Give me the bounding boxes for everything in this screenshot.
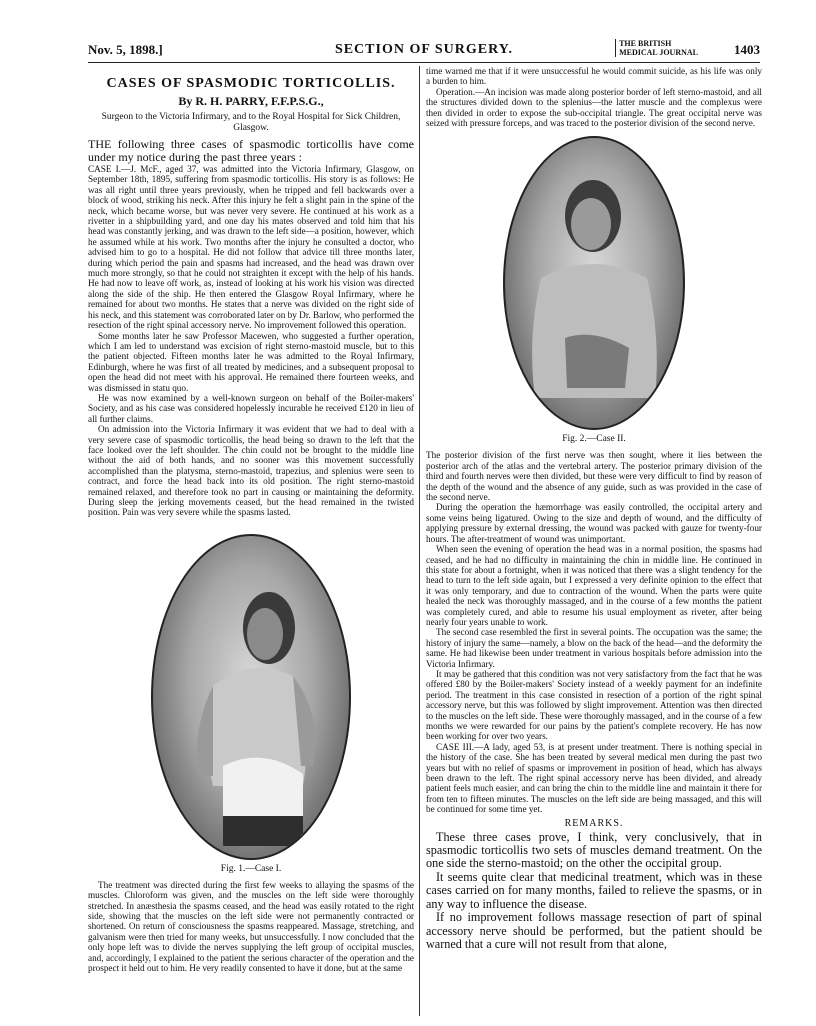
journal-masthead (615, 39, 698, 57)
article-author: By R. H. PARRY, F.F.P.S.G., (178, 94, 324, 108)
patient-photo-2 (505, 138, 683, 428)
page-number: 1403 (734, 42, 760, 57)
paragraph: During the operation the hæmorrhage was easily controlled, the occipital artery and some veins being ligatured. Owing to the size and depth of wound, and the difficulty of applying pressure by external dressing, the wound was packed with gauze for twenty-four hours. The after-treatment of wound was unimportant. (426, 502, 762, 544)
author-affiliation: Surgeon to the Victoria Infirmary, and to the Royal Hospital for Sick Children, Glasgow. (101, 112, 401, 133)
paragraph: CASE I.—J. McF., aged 37, was admitted into the Victoria Infirmary, Glasgow, on September 18th, 1895, suffering from spasmodic torticollis. His story is as follows: He was all right until three years previously, when he tripped and fell backwards over a block of wood, striking his neck. After this injury he felt a slight pain in the spine of the neck, which became worse, but was never very severe. He continued at his work as a rivetter in a shipbuilding yard, and one day his mates observed and told him that his head was constantly jerking, and was drawn to the left side—a position, however, which he assumed while at his work. Two months after the injury he consulted a doctor, who advised him to go to a hospital. He did not follow that advice till three months later, during which period the pain and spasms had increased, and the head was drawn over much more strongly, so that he could not straighten it except with the help of his hands. He had now to leave off work, as, instead of looking at his work his vision was directed along the side of the ship. He then entered the Glasgow Royal Infirmary, where he remained for about two months. He states that a nerve was divided on the right side of his neck, and this statement was corroborated later on by Dr. Barlow, who performed the resection of the right spinal accessory nerve. No improvement followed this operation. (88, 164, 414, 331)
paragraph: time warned me that if it were unsuccessful he would commit suicide, as his life was only a burden to him. (426, 66, 762, 87)
right-column (426, 66, 762, 951)
figure-2-photo (503, 136, 685, 430)
paragraph: He was now examined by a well-known surgeon on behalf of the Boiler-makers' Society, and as his case was considered hopelessly incurable he received £120 in lieu of all further claims. (88, 392, 414, 424)
page-header (88, 40, 760, 63)
paragraph: The second case resembled the first in several points. The occupation was the same; the history of injury the same—namely, a blow on the back of the head—and the deformity the same. He had likewise been under treatment in various hospitals before admission into the Victoria Infirmary. (426, 627, 762, 669)
issue-date: Nov. 5, 1898.] (88, 42, 163, 57)
paragraph: The treatment was directed during the first few weeks to allaying the spasms of the muscles. Chloroform was given, and the muscles on the left side were thoroughly stretched. In anæsthesia the spasms ceased, and the head was easily rotated to the right side, showing that the muscles on the left side were not permanently contracted or shortened. On return of consciousness the spasms reappeared. Massage, stretching, and galvanism were then tried for many weeks, but unsuccessfully. I now concluded that the only hope left was to divide the nerves supplying the left group of occipital muscles, and, accordingly, I explained to the patient the serious character of the operation and the prospect it held out to him. He very readily consented to have it done, but at the same (88, 879, 414, 974)
section-title: SECTION OF SURGERY. (334, 42, 514, 57)
remarks-paragraph: If no improvement follows massage resection of part of spinal accessory nerve should be performed, but the patient should be warned that a cure will not result from that alone, (426, 910, 762, 951)
figure-1-photo (151, 534, 351, 860)
remarks-paragraph: These three cases prove, I think, very conclusively, that in spasmodic torticollis two sets of muscles demand treatment. On the one side the sterno-mastoid; on the other the occipital group. (426, 829, 762, 871)
remarks-heading: REMARKS. (564, 817, 624, 829)
remarks-paragraph: It seems quite clear that medicinal treatment, which was in these cases carried on for many months, failed to relieve the spasms, or in any way to influence the disease. (426, 869, 762, 911)
article-title: CASES OF SPASMODIC TORTICOLLIS. (106, 76, 396, 91)
paragraph: It may be gathered that this condition was not very satisfactory from the fact that he was offered £80 by the Boiler-makers' Society instead of a weekly payment for an indefinite period. The treatment in this case consisted in resection of a portion of the right spinal accessory nerve, but this was followed by slight improvement. Attention was then directed to the muscles on the left side. These were thoroughly massaged, and in the course of a few months we were rewarded for our pains by the patient's complete recovery. He has now been working for over two years. (426, 668, 762, 742)
figure-1-caption: Fig. 1.—Case I. (220, 863, 282, 874)
left-column (88, 66, 414, 973)
journal-line-2: MEDICAL JOURNAL (619, 48, 698, 57)
paragraph: On admission into the Victoria Infirmary it was evident that we had to deal with a very severe case of spasmodic torticollis, the head being so drawn to the left that the face looked over the left shoulder. The chin could not be brought to the middle line without the aid of both hands, and no sooner was this movement successfully accomplished than the platysma, sterno-mastoid, trapezius, and splenius were seen to contract, and force the head back into its old position. The right sterno-mastoid remained relaxed, and therefore took no part in causing or maintaining the deformity. During sleep the jerking movements ceased, but the head remained in the twisted position. Pain was very severe while the spasms lasted. (88, 424, 414, 518)
paragraph: Operation.—An incision was made along posterior border of left sterno-mastoid, and all the structures divided down to the splenius—the latter muscle and the complexus were then divided in order to expose the sub-occipital triangle. The great occipital nerve was seized with pressure forceps, and was traced to the posterior division of the second nerve. (426, 86, 762, 129)
paragraph: When seen the evening of operation the head was in a normal position, the spasms had ceased, and he had no difficulty in maintaining the chin in middle line. He continued in this state for about a fortnight, when it was noticed that there was a slight tendency for the head to turn to the left side again, but I expressed a very definite opinion to the effect that it was only temporary, and due to contraction of the wound. When the parts were quite healed the neck was thoroughly massaged, and in the course of a few months the patient was completely cured, and able to resume his usual employment as riveter, after being nearly four years unable to work. (426, 544, 762, 627)
paragraph: CASE III.—A lady, aged 53, is at present under treatment. There is nothing special in the history of the case. She has been treated by several medical men during the past two years but with no relief of spasms or improvement in position of head, which has always been drawn to the left. The right spinal accessory nerve has been divided, and already patient feels much easier, and can bring the chin to the middle line and maintain it there for from ten to fifteen minutes. The muscles on the left side are being massaged, and this will be continued for some time yet. (426, 741, 762, 815)
column-divider (419, 66, 420, 1016)
journal-line-1: THE BRITISH (619, 39, 672, 48)
figure-1 (88, 534, 414, 874)
lead-paragraph: THE following three cases of spasmodic torticollis have come under my notice during the past three years : (88, 137, 414, 164)
paragraph: The posterior division of the first nerve was then sought, where it lies between the posterior arch of the atlas and the vertebral artery. The posterior primary division of the third and fourth nerves were then divided, but these were very difficult to find by reason of the depth of the wound and the absence of any guide, such as was provided in the case of the second nerve. (426, 450, 762, 503)
figure-2-caption: Fig. 2.—Case II. (562, 434, 626, 445)
patient-photo-1 (153, 536, 349, 858)
paragraph: Some months later he saw Professor Macewen, who suggested a further operation, which I am led to understand was excision of right sterno-mastoid muscle, but to this the patient objected. Fifteen months later he was admitted to the Royal Infirmary, Edinburgh, where he was first of all treated by medicines, and a subsequent proposal to open the head did not meet with his approval. He remained there fourteen weeks, and was dismissed in statu quo. (88, 330, 414, 393)
figure-2 (426, 136, 762, 444)
